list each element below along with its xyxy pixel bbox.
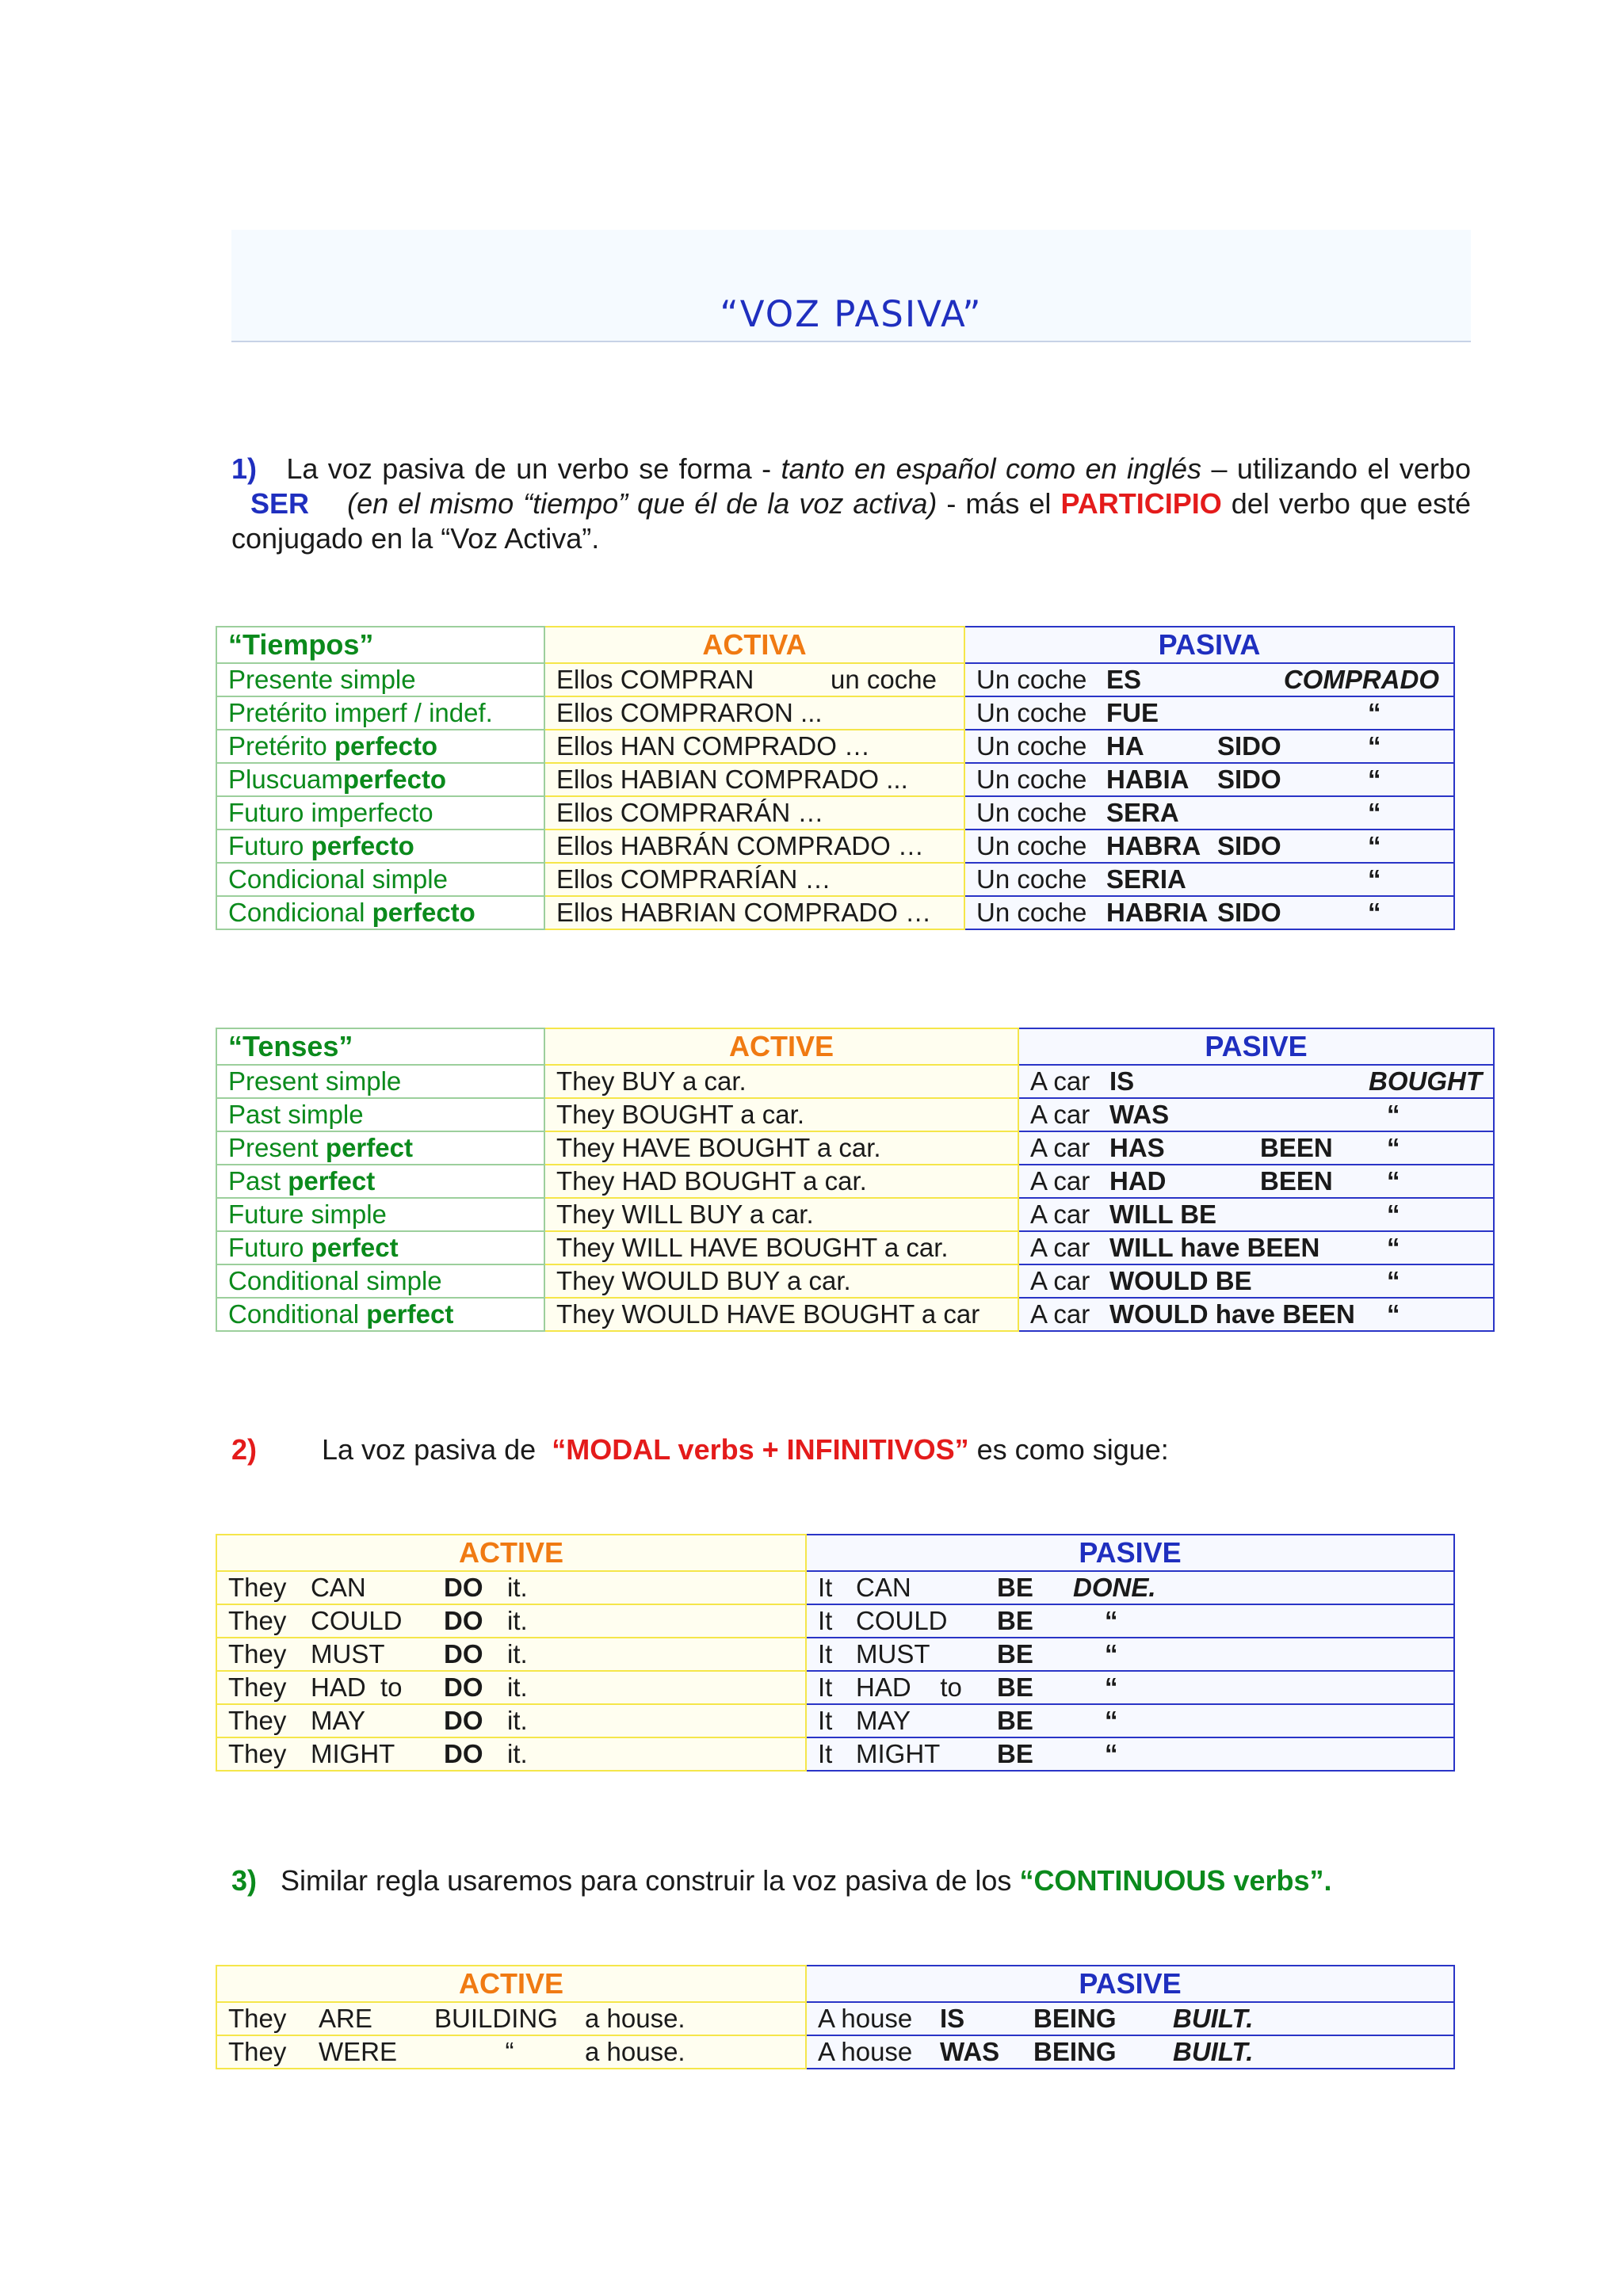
subject: They: [228, 2004, 287, 2033]
passive-verb: SERA: [1106, 798, 1179, 827]
passive-participle: “: [1387, 1299, 1400, 1329]
passive-participle: “: [1387, 1133, 1400, 1162]
subject: A house: [818, 2004, 913, 2033]
active-cell: [544, 896, 964, 929]
tense-label: Pretérito: [228, 731, 334, 761]
active-cell: [216, 1571, 806, 1604]
subject: It: [818, 1606, 833, 1635]
text: es como sigue:: [968, 1433, 1169, 1466]
participle: BUILT.: [1173, 2037, 1254, 2066]
modal: MUST: [856, 1639, 930, 1669]
table-modal-verbs: [216, 1534, 1455, 1772]
passive-cell: [964, 730, 1454, 763]
header-pasive: PASIVE: [806, 1966, 1454, 2002]
passive-cell: [1018, 1298, 1494, 1331]
active-text: Ellos COMPRAN: [556, 665, 754, 694]
passive-cell: [806, 1604, 1454, 1638]
modal-keyword: “MODAL verbs + INFINITIVOS”: [552, 1433, 969, 1466]
table-row: [216, 1065, 1494, 1098]
participle: “: [1105, 1639, 1118, 1669]
aux: WAS: [940, 2037, 1000, 2066]
tense-cell: [216, 1198, 544, 1231]
table-row: [216, 830, 1454, 863]
table-header-row: [216, 627, 1454, 663]
passive-subject: A car: [1030, 1199, 1090, 1229]
passive-verb: WOULD BE: [1109, 1266, 1252, 1295]
subject: They: [228, 1739, 287, 1768]
passive-aux: SIDO: [1217, 898, 1281, 927]
tense-cell: [216, 663, 544, 696]
tense-cell: [216, 1131, 544, 1165]
subject: They: [228, 1706, 287, 1735]
participle: “: [1105, 1606, 1118, 1635]
passive-subject: A car: [1030, 1299, 1090, 1329]
object: it.: [507, 1606, 528, 1635]
continuous-keyword: “CONTINUOUS verbs”.: [1019, 1864, 1332, 1897]
passive-verb: HABRIA: [1106, 898, 1209, 927]
passive-participle: “: [1387, 1199, 1400, 1229]
modal: MAY: [856, 1706, 911, 1735]
tense-label-bold: perfect: [366, 1299, 454, 1329]
tense-cell: [216, 1298, 544, 1331]
passive-participle: “: [1368, 898, 1381, 927]
table-header-row: [216, 1966, 1454, 2002]
passive-cell: [806, 2035, 1454, 2069]
verb: DO: [444, 1573, 483, 1602]
verb: DO: [444, 1639, 483, 1669]
verb: DO: [444, 1606, 483, 1635]
table-row: [216, 696, 1454, 730]
object: a house.: [585, 2004, 685, 2033]
active-cell: They HAVE BOUGHT a car.: [544, 1131, 1018, 1165]
tense-label-bold: perfect: [325, 1133, 413, 1162]
passive-cell: [964, 830, 1454, 863]
table-english-tenses: [216, 1028, 1495, 1332]
section-3-paragraph: [231, 1863, 1471, 1898]
table-row: [216, 763, 1454, 796]
section-number: 2): [231, 1433, 258, 1466]
subject: It: [818, 1573, 833, 1602]
passive-cell: [1018, 1198, 1494, 1231]
modal: COULD: [311, 1606, 403, 1635]
text: La voz pasiva de un verbo se forma -: [286, 452, 781, 485]
section-number: 3): [231, 1864, 258, 1897]
tense-label: Present simple: [228, 1066, 402, 1096]
text: del verbo que esté conjugado en la “Voz Activa”.: [231, 487, 1472, 555]
modal: MIGHT: [311, 1739, 395, 1768]
tense-label-bold: perfect: [288, 1166, 376, 1196]
passive-aux: BEEN: [1260, 1133, 1333, 1162]
subject: They: [228, 2037, 287, 2066]
aux: WERE: [319, 2037, 397, 2066]
active-cell: [216, 1604, 806, 1638]
table-header-row: [216, 1535, 1454, 1571]
be: BE: [997, 1606, 1033, 1635]
table-row: [216, 1098, 1494, 1131]
active-text: Ellos HABIAN COMPRADO ...: [556, 765, 908, 794]
tense-cell: [216, 1165, 544, 1198]
passive-verb: HABIA: [1106, 765, 1190, 794]
active-cell: [216, 1737, 806, 1771]
object: it.: [507, 1639, 528, 1669]
tense-label-bold: perfecto: [342, 765, 447, 794]
participle: BUILT.: [1173, 2004, 1254, 2033]
tense-cell: [216, 863, 544, 896]
table-spanish-tenses: [216, 626, 1455, 930]
tense-label: Pretérito imperf / indef.: [228, 698, 493, 727]
active-cell: [544, 863, 964, 896]
be: BE: [997, 1739, 1033, 1768]
passive-subject: A car: [1030, 1066, 1090, 1096]
tense-label: Futuro imperfecto: [228, 798, 433, 827]
passive-cell: [964, 763, 1454, 796]
tense-label: Present: [228, 1133, 326, 1162]
table-row: [216, 1737, 1454, 1771]
passive-cell: [806, 2002, 1454, 2035]
passive-subject: Un coche: [976, 898, 1087, 927]
tense-label-bold: perfecto: [372, 898, 475, 927]
active-cell: They HAD BOUGHT a car.: [544, 1165, 1018, 1198]
passive-verb: WAS: [1109, 1100, 1170, 1129]
being: BEING: [1033, 2037, 1117, 2066]
passive-subject: A car: [1030, 1133, 1090, 1162]
active-cell: [544, 763, 964, 796]
active-text: Ellos COMPRARÍAN …: [556, 864, 831, 894]
passive-subject: A car: [1030, 1166, 1090, 1196]
participle: DONE.: [1073, 1573, 1156, 1602]
ser-keyword: SER: [250, 487, 310, 520]
passive-subject: Un coche: [976, 831, 1087, 860]
tense-label-bold: perfecto: [334, 731, 438, 761]
passive-cell: [964, 896, 1454, 929]
passive-cell: [1018, 1264, 1494, 1298]
passive-cell: [1018, 1231, 1494, 1264]
section-2-paragraph: [231, 1432, 1471, 1467]
verb: DO: [444, 1672, 483, 1702]
passive-verb: HABRA: [1106, 831, 1201, 860]
passive-participle: “: [1387, 1100, 1400, 1129]
table-row: [216, 1704, 1454, 1737]
passive-cell: [964, 796, 1454, 830]
table-row: [216, 1131, 1494, 1165]
be: BE: [997, 1706, 1033, 1735]
header-pasiva: PASIVA: [964, 627, 1454, 663]
table-row: [216, 796, 1454, 830]
participle: “: [1105, 1739, 1118, 1768]
active-cell: [544, 663, 964, 696]
modal: HAD to: [856, 1672, 962, 1702]
tense-label: Condicional: [228, 898, 372, 927]
active-cell: They WILL HAVE BOUGHT a car.: [544, 1231, 1018, 1264]
passive-verb: ES: [1106, 665, 1142, 694]
passive-aux: SIDO: [1217, 831, 1281, 860]
active-cell: [216, 2035, 806, 2069]
title-banner: [231, 230, 1471, 342]
table-row: [216, 2035, 1454, 2069]
tense-label-bold: perfecto: [311, 831, 414, 860]
tense-cell: [216, 896, 544, 929]
passive-participle: COMPRADO: [1283, 665, 1439, 694]
passive-cell: [806, 1671, 1454, 1704]
aux: ARE: [319, 2004, 372, 2033]
tense-label: Condicional simple: [228, 864, 448, 894]
page-title: “VOZ PASIVA”: [720, 293, 983, 335]
passive-subject: Un coche: [976, 698, 1087, 727]
passive-subject: A car: [1030, 1266, 1090, 1295]
object: a house.: [585, 2037, 685, 2066]
header-tiempos: “Tiempos”: [216, 627, 544, 663]
subject: They: [228, 1639, 287, 1669]
table-header-row: [216, 1028, 1494, 1065]
object: it.: [507, 1573, 528, 1602]
passive-cell: [806, 1571, 1454, 1604]
active-text: Ellos COMPRARON ...: [556, 698, 823, 727]
passive-cell: [964, 663, 1454, 696]
tense-cell: [216, 1231, 544, 1264]
active-text: Ellos HABRIAN COMPRADO …: [556, 898, 932, 927]
tense-label: Past: [228, 1166, 288, 1196]
passive-participle: “: [1368, 831, 1381, 860]
tense-label-bold: perfect: [311, 1233, 399, 1262]
active-text: Ellos HABRÁN COMPRADO …: [556, 831, 924, 860]
text: La voz pasiva de: [322, 1433, 544, 1466]
table-row: [216, 1165, 1494, 1198]
active-object: un coche: [831, 665, 937, 694]
modal: CAN: [856, 1573, 911, 1602]
passive-participle: “: [1387, 1266, 1400, 1295]
header-activa: ACTIVA: [544, 627, 964, 663]
tense-label: Future simple: [228, 1199, 387, 1229]
tense-cell: [216, 796, 544, 830]
active-text: Ellos HAN COMPRADO …: [556, 731, 871, 761]
passive-verb: WILL have BEEN: [1109, 1233, 1320, 1262]
passive-participle: BOUGHT: [1369, 1066, 1482, 1096]
active-cell: [216, 1671, 806, 1704]
passive-cell: [806, 1737, 1454, 1771]
passive-verb: HAD: [1109, 1166, 1167, 1196]
italic-text: (en el mismo “tiempo” que él de la voz activa): [347, 487, 938, 520]
table-row: [216, 730, 1454, 763]
passive-verb: WOULD have BEEN: [1109, 1299, 1355, 1329]
passive-aux: BEEN: [1260, 1166, 1333, 1196]
tense-cell: [216, 730, 544, 763]
active-cell: [544, 730, 964, 763]
tense-label: Conditional simple: [228, 1266, 442, 1295]
subject: A house: [818, 2037, 913, 2066]
table-row: [216, 1638, 1454, 1671]
being: BEING: [1033, 2004, 1117, 2033]
active-text: Ellos COMPRARÁN …: [556, 798, 824, 827]
be: BE: [997, 1672, 1033, 1702]
active-cell: [216, 1704, 806, 1737]
passive-subject: Un coche: [976, 864, 1087, 894]
table-row: [216, 1671, 1454, 1704]
tense-label: Futuro: [228, 1233, 311, 1262]
active-cell: [216, 1638, 806, 1671]
passive-subject: Un coche: [976, 665, 1087, 694]
passive-cell: [806, 1638, 1454, 1671]
passive-participle: “: [1368, 798, 1381, 827]
passive-verb: HA: [1106, 731, 1144, 761]
tense-label: Futuro: [228, 831, 311, 860]
modal: MAY: [311, 1706, 366, 1735]
passive-subject: Un coche: [976, 765, 1087, 794]
passive-participle: “: [1368, 698, 1381, 727]
text: – utilizando el verbo: [1201, 452, 1471, 485]
active-cell: [544, 796, 964, 830]
tense-cell: [216, 696, 544, 730]
passive-verb: SERIA: [1106, 864, 1186, 894]
passive-participle: “: [1368, 731, 1381, 761]
active-cell: They WOULD BUY a car.: [544, 1264, 1018, 1298]
passive-verb: FUE: [1106, 698, 1159, 727]
modal: MIGHT: [856, 1739, 941, 1768]
tense-label: Conditional: [228, 1299, 367, 1329]
aux: IS: [940, 2004, 965, 2033]
passive-subject: Un coche: [976, 731, 1087, 761]
tense-label: Past simple: [228, 1100, 364, 1129]
text: Similar regla usaremos para construir la voz pasiva de los: [281, 1864, 1020, 1897]
gerund: BUILDING: [434, 2004, 558, 2033]
verb: DO: [444, 1706, 483, 1735]
active-cell: [216, 2002, 806, 2035]
subject: It: [818, 1672, 833, 1702]
object: it.: [507, 1706, 528, 1735]
participle: “: [1105, 1706, 1118, 1735]
table-row: [216, 863, 1454, 896]
subject: They: [228, 1672, 287, 1702]
subject: It: [818, 1739, 833, 1768]
passive-participle: “: [1368, 864, 1381, 894]
table-row: [216, 1198, 1494, 1231]
header-active: ACTIVE: [544, 1028, 1018, 1065]
header-pasive: PASIVE: [806, 1535, 1454, 1571]
passive-cell: [964, 696, 1454, 730]
table-row: [216, 896, 1454, 929]
passive-participle: “: [1387, 1233, 1400, 1262]
active-cell: [544, 830, 964, 863]
active-cell: They BOUGHT a car.: [544, 1098, 1018, 1131]
table-row: [216, 1604, 1454, 1638]
modal: MUST: [311, 1639, 385, 1669]
header-active: ACTIVE: [216, 1535, 806, 1571]
passive-cell: [1018, 1098, 1494, 1131]
passive-subject: A car: [1030, 1233, 1090, 1262]
active-cell: They BUY a car.: [544, 1065, 1018, 1098]
modal: CAN: [311, 1573, 366, 1602]
passive-cell: [1018, 1065, 1494, 1098]
section-number: 1): [231, 452, 258, 485]
subject: They: [228, 1606, 287, 1635]
tense-cell: [216, 1264, 544, 1298]
table-row: [216, 2002, 1454, 2035]
table-row: [216, 663, 1454, 696]
participio-keyword: PARTICIPIO: [1060, 487, 1222, 520]
active-cell: [544, 696, 964, 730]
object: it.: [507, 1672, 528, 1702]
tense-label: Presente simple: [228, 665, 416, 694]
tense-cell: [216, 830, 544, 863]
active-cell: They WOULD HAVE BOUGHT a car: [544, 1298, 1018, 1331]
object: it.: [507, 1739, 528, 1768]
passive-verb: WILL BE: [1109, 1199, 1217, 1229]
passive-verb: HAS: [1109, 1133, 1165, 1162]
table-continuous-verbs: [216, 1965, 1455, 2069]
passive-subject: A car: [1030, 1100, 1090, 1129]
passive-subject: Un coche: [976, 798, 1087, 827]
italic-text: tanto en español como en inglés: [781, 452, 1202, 485]
passive-participle: “: [1387, 1166, 1400, 1196]
modal: HAD to: [311, 1672, 403, 1702]
passive-aux: SIDO: [1217, 765, 1281, 794]
subject: It: [818, 1639, 833, 1669]
passive-aux: SIDO: [1217, 731, 1281, 761]
subject: They: [228, 1573, 287, 1602]
passive-participle: “: [1368, 765, 1381, 794]
be: BE: [997, 1639, 1033, 1669]
table-row: [216, 1264, 1494, 1298]
text: - más el: [937, 487, 1061, 520]
passive-cell: [1018, 1131, 1494, 1165]
passive-cell: [1018, 1165, 1494, 1198]
participle: “: [1105, 1672, 1118, 1702]
header-pasive: PASIVE: [1018, 1028, 1494, 1065]
tense-cell: [216, 1065, 544, 1098]
section-1-paragraph: [231, 452, 1471, 556]
active-cell: They WILL BUY a car.: [544, 1198, 1018, 1231]
passive-cell: [964, 863, 1454, 896]
passive-verb: IS: [1109, 1066, 1135, 1096]
tense-cell: [216, 1098, 544, 1131]
table-row: [216, 1298, 1494, 1331]
gerund: “: [505, 2037, 514, 2066]
subject: It: [818, 1706, 833, 1735]
tense-cell: [216, 763, 544, 796]
passive-cell: [806, 1704, 1454, 1737]
tense-label: Pluscuam: [228, 765, 343, 794]
header-active: ACTIVE: [216, 1966, 806, 2002]
verb: DO: [444, 1739, 483, 1768]
table-row: [216, 1571, 1454, 1604]
be: BE: [997, 1573, 1033, 1602]
table-row: [216, 1231, 1494, 1264]
modal: COULD: [856, 1606, 948, 1635]
header-tenses: “Tenses”: [216, 1028, 544, 1065]
